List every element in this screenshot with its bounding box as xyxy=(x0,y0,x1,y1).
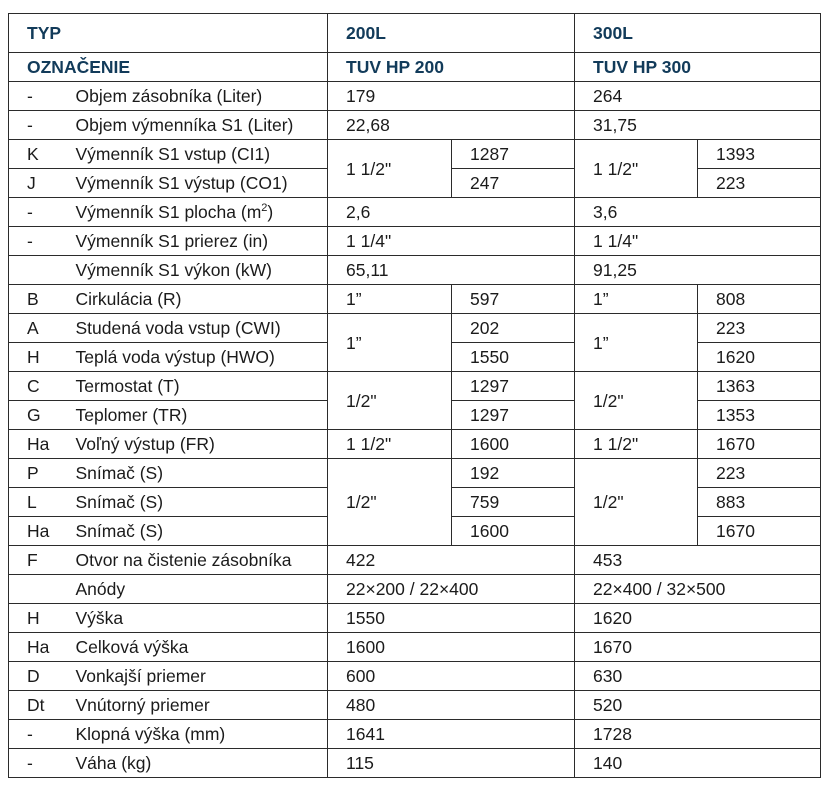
row-code: - xyxy=(9,198,66,227)
value-200l: 422 xyxy=(328,546,575,575)
value-300l: 1620 xyxy=(575,604,821,633)
row-label xyxy=(66,198,328,227)
row-code xyxy=(9,575,66,604)
row-code: L xyxy=(9,488,66,517)
type-label: TYP xyxy=(9,14,328,53)
value-200l: 22×200 / 22×400 xyxy=(328,575,575,604)
row-label: Teplá voda výstup (HWO) xyxy=(66,343,328,372)
value-300l: 264 xyxy=(575,82,821,111)
row-code: B xyxy=(9,285,66,314)
height-200l: 1600 xyxy=(452,430,575,459)
table-row xyxy=(9,691,821,720)
connection-size-200l: 1 1/2" xyxy=(328,430,452,459)
table-row xyxy=(9,256,821,285)
row-label: Výmenník S1 výkon (kW) xyxy=(66,256,328,285)
designation-label: OZNAČENIE xyxy=(9,53,328,82)
table-row xyxy=(9,459,821,488)
table-row xyxy=(9,604,821,633)
row-label: Termostat (T) xyxy=(66,372,328,401)
header-row-designation xyxy=(9,53,821,82)
table-row xyxy=(9,314,821,343)
value-200l: 179 xyxy=(328,82,575,111)
height-300l: 883 xyxy=(698,488,821,517)
row-code: H xyxy=(9,343,66,372)
table-row xyxy=(9,430,821,459)
connection-size-200l: 1/2" xyxy=(328,372,452,430)
model-300-name: TUV HP 300 xyxy=(575,53,821,82)
row-label: Výmenník S1 výstup (CO1) xyxy=(66,169,328,198)
connection-size-300l: 1 1/2" xyxy=(575,430,698,459)
height-300l: 1363 xyxy=(698,372,821,401)
value-200l: 115 xyxy=(328,749,575,778)
height-300l: 223 xyxy=(698,459,821,488)
row-code: F xyxy=(9,546,66,575)
table-row xyxy=(9,633,821,662)
value-300l: 22×400 / 32×500 xyxy=(575,575,821,604)
table-row xyxy=(9,140,821,169)
row-label: Vonkajší priemer xyxy=(66,662,328,691)
spec-table xyxy=(8,13,821,778)
height-300l: 808 xyxy=(698,285,821,314)
height-200l: 759 xyxy=(452,488,575,517)
value-300l: 31,75 xyxy=(575,111,821,140)
table-row xyxy=(9,227,821,256)
height-300l: 1620 xyxy=(698,343,821,372)
connection-size-200l: 1” xyxy=(328,314,452,372)
height-300l: 1670 xyxy=(698,517,821,546)
connection-size-300l: 1/2" xyxy=(575,372,698,430)
height-200l: 1297 xyxy=(452,372,575,401)
value-300l: 1728 xyxy=(575,720,821,749)
height-200l: 202 xyxy=(452,314,575,343)
row-code: Ha xyxy=(9,517,66,546)
row-label: Váha (kg) xyxy=(66,749,328,778)
model-200-name: TUV HP 200 xyxy=(328,53,575,82)
table-row xyxy=(9,546,821,575)
value-200l: 1 1/4" xyxy=(328,227,575,256)
value-200l: 1641 xyxy=(328,720,575,749)
height-200l: 192 xyxy=(452,459,575,488)
table-row xyxy=(9,575,821,604)
height-300l: 223 xyxy=(698,314,821,343)
connection-size-200l: 1” xyxy=(328,285,452,314)
row-code: C xyxy=(9,372,66,401)
row-label: Teplomer (TR) xyxy=(66,401,328,430)
value-300l: 1 1/4" xyxy=(575,227,821,256)
value-300l: 1670 xyxy=(575,633,821,662)
row-label: Anódy xyxy=(66,575,328,604)
row-code: - xyxy=(9,749,66,778)
value-200l: 600 xyxy=(328,662,575,691)
connection-size-200l: 1/2" xyxy=(328,459,452,546)
table-row xyxy=(9,372,821,401)
row-code: Dt xyxy=(9,691,66,720)
row-code: - xyxy=(9,82,66,111)
superscript-exponent: 2 xyxy=(261,202,268,215)
table-row xyxy=(9,111,821,140)
row-label: Voľný výstup (FR) xyxy=(66,430,328,459)
height-200l: 1550 xyxy=(452,343,575,372)
row-code: J xyxy=(9,169,66,198)
height-300l: 1393 xyxy=(698,140,821,169)
value-200l: 65,11 xyxy=(328,256,575,285)
row-code: G xyxy=(9,401,66,430)
height-200l: 597 xyxy=(452,285,575,314)
value-200l: 1600 xyxy=(328,633,575,662)
row-code: Ha xyxy=(9,430,66,459)
row-code: A xyxy=(9,314,66,343)
table-row xyxy=(9,82,821,111)
height-300l: 1353 xyxy=(698,401,821,430)
height-300l: 1670 xyxy=(698,430,821,459)
row-label: Objem zásobníka (Liter) xyxy=(66,82,328,111)
row-label: Objem výmenníka S1 (Liter) xyxy=(66,111,328,140)
table-row xyxy=(9,749,821,778)
table-row xyxy=(9,285,821,314)
table-row xyxy=(9,662,821,691)
row-label: Snímač (S) xyxy=(66,459,328,488)
row-code: - xyxy=(9,720,66,749)
row-label: Výška xyxy=(66,604,328,633)
row-code: - xyxy=(9,111,66,140)
height-300l: 223 xyxy=(698,169,821,198)
connection-size-300l: 1” xyxy=(575,285,698,314)
connection-size-300l: 1” xyxy=(575,314,698,372)
row-label-suffix: ) xyxy=(267,202,274,222)
value-300l: 453 xyxy=(575,546,821,575)
height-200l: 1287 xyxy=(452,140,575,169)
row-label: Výmenník S1 vstup (CI1) xyxy=(66,140,328,169)
row-label: Vnútorný priemer xyxy=(66,691,328,720)
col-300l-header: 300L xyxy=(575,14,821,53)
row-label: Studená voda vstup (CWI) xyxy=(66,314,328,343)
table-row xyxy=(9,720,821,749)
connection-size-200l: 1 1/2" xyxy=(328,140,452,198)
header-row-type xyxy=(9,14,821,53)
connection-size-300l: 1 1/2" xyxy=(575,140,698,198)
height-200l: 1600 xyxy=(452,517,575,546)
value-300l: 91,25 xyxy=(575,256,821,285)
row-code: Ha xyxy=(9,633,66,662)
row-code: H xyxy=(9,604,66,633)
value-300l: 630 xyxy=(575,662,821,691)
row-code: D xyxy=(9,662,66,691)
row-code: P xyxy=(9,459,66,488)
row-code xyxy=(9,256,66,285)
value-300l: 520 xyxy=(575,691,821,720)
value-300l: 140 xyxy=(575,749,821,778)
row-label: Snímač (S) xyxy=(66,517,328,546)
row-label: Výmenník S1 prierez (in) xyxy=(66,227,328,256)
row-code: - xyxy=(9,227,66,256)
row-code: K xyxy=(9,140,66,169)
row-label-text: Výmenník S1 plocha (m xyxy=(75,202,262,222)
value-200l: 2,6 xyxy=(328,198,575,227)
table-row xyxy=(9,198,821,227)
value-200l: 1550 xyxy=(328,604,575,633)
row-label: Otvor na čistenie zásobníka xyxy=(66,546,328,575)
row-label: Klopná výška (mm) xyxy=(66,720,328,749)
value-200l: 22,68 xyxy=(328,111,575,140)
value-300l: 3,6 xyxy=(575,198,821,227)
row-label: Celková výška xyxy=(66,633,328,662)
row-label: Cirkulácia (R) xyxy=(66,285,328,314)
col-200l-header: 200L xyxy=(328,14,575,53)
value-200l: 480 xyxy=(328,691,575,720)
row-label: Snímač (S) xyxy=(66,488,328,517)
height-200l: 247 xyxy=(452,169,575,198)
connection-size-300l: 1/2" xyxy=(575,459,698,546)
height-200l: 1297 xyxy=(452,401,575,430)
